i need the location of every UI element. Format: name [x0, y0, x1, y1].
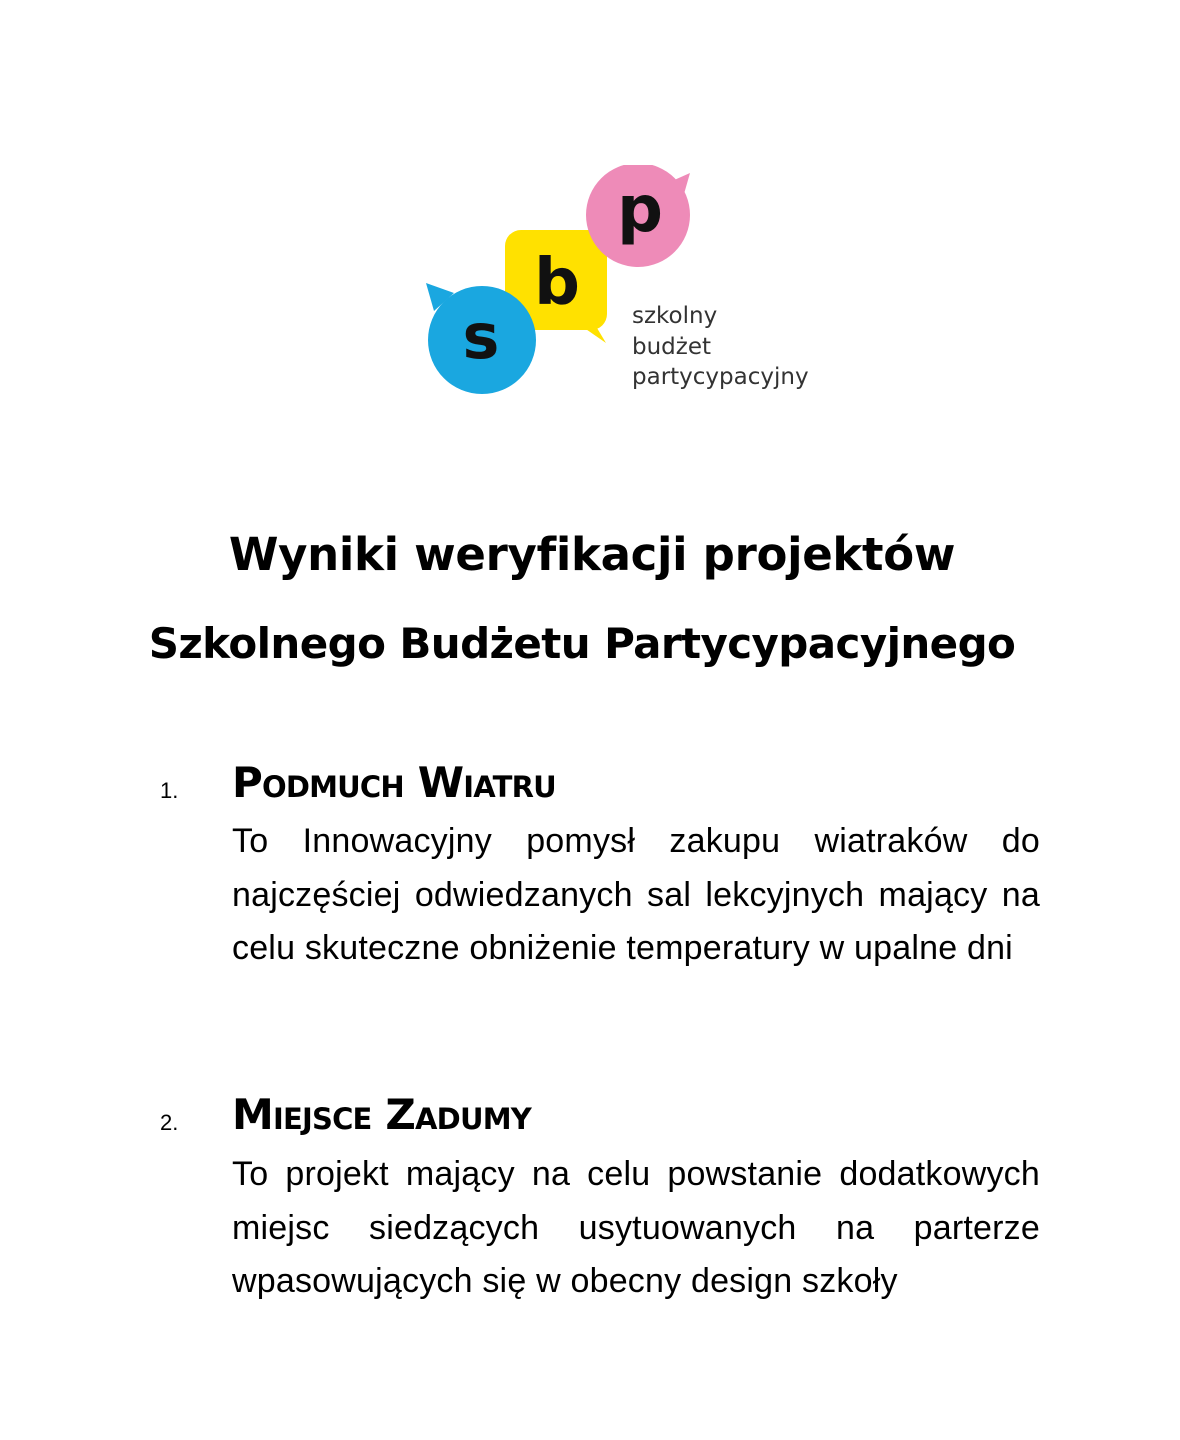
logo-line-1: szkolny: [632, 303, 718, 329]
logo-wordmark: [632, 301, 809, 393]
project-number: 2.: [160, 1110, 179, 1135]
project-description: To Innowacyjny pomysł zakupu wiatraków do najczęściej odwiedzanych sal lekcyjnych mający na celu skuteczne obniżenie temperatury w upalne dni: [232, 822, 1040, 968]
page-subtitle: Szkolnego Budżetu Partycypacyjnego: [148, 619, 1016, 668]
logo-letter-s: s: [462, 300, 500, 373]
project-description: To projekt mający na celu powstanie dodatkowych miejsc siedzących usytuowanych na parterze wpasowujących się w obecny design szkoły: [232, 1155, 1040, 1301]
project-name: Podmuch Wiatru: [232, 758, 556, 807]
project-name: Miejsce Zadumy: [232, 1090, 531, 1139]
logo-letter-p: p: [617, 173, 663, 247]
logo-line-2: budżet: [632, 333, 712, 360]
project-number: 1.: [160, 778, 179, 803]
logo-line-3: partycypacyjny: [632, 364, 809, 390]
sbp-logo: [420, 165, 820, 405]
logo-letter-b: b: [534, 246, 580, 320]
page-title: Wyniki weryfikacji projektów: [228, 528, 956, 581]
